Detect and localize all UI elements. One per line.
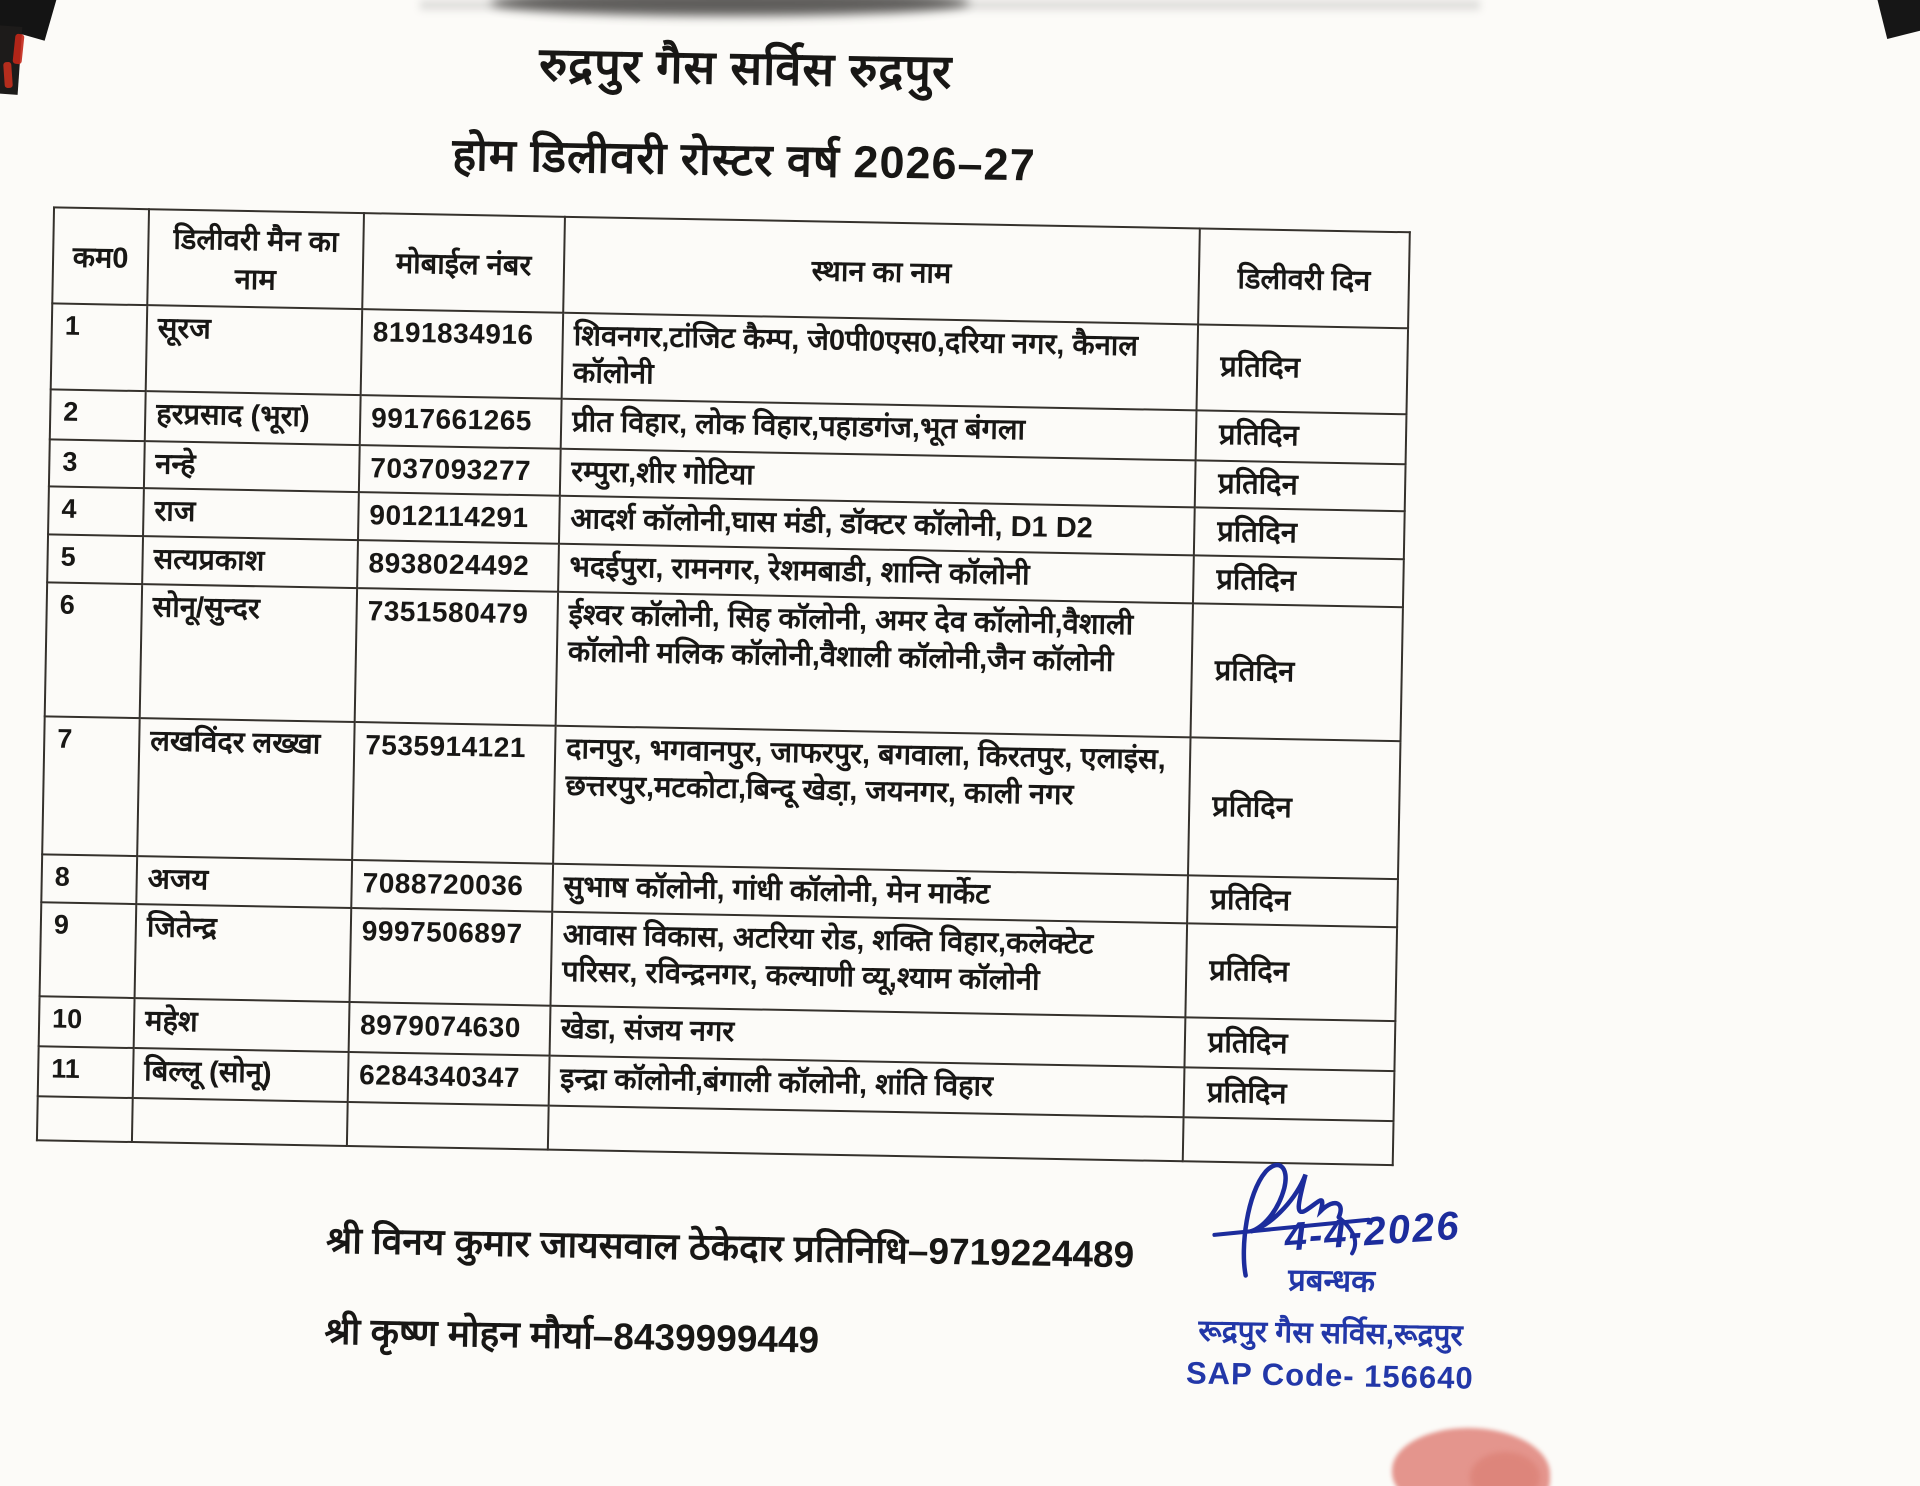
cell-name: अजय [136, 856, 352, 908]
col-header-serial: कम0 [52, 207, 149, 305]
cell-mobile: 7037093277 [359, 445, 561, 496]
cell-name: सूरज [146, 305, 363, 395]
cell-day: प्रतिदिन [1187, 875, 1398, 927]
scan-artifact-red-mark [12, 34, 24, 65]
cell-serial: 5 [47, 534, 143, 584]
col-header-name: डिलीवरी मैन का नाम [147, 209, 364, 309]
cell-name [132, 1098, 348, 1146]
scan-artifact-corner-topleft [0, 0, 61, 41]
stamp-sap-code: SAP Code- 156640 [1185, 1355, 1474, 1396]
cell-day: प्रतिदिन [1188, 737, 1400, 879]
cell-places: ईश्वर कॉलोनी, सिह कॉलोनी, अमर देव कॉलोनी,वैशाली कॉलोनी मलिक कॉलोनी,वैशाली कॉलोनी,जैन कॉलोनी [556, 592, 1193, 738]
cell-mobile: 7351580479 [355, 588, 558, 726]
cell-day: प्रतिदिन [1193, 555, 1404, 607]
cell-day: प्रतिदिन [1185, 923, 1397, 1021]
document-subtitle: होम डिलीवरी रोस्टर वर्ष 2026–27 [451, 128, 1037, 191]
cell-serial: 1 [51, 303, 148, 391]
table-row [45, 582, 1403, 741]
delivery-roster-table [36, 206, 1411, 1166]
cell-name: बिल्लू (सोनू) [133, 1048, 349, 1102]
col-header-day: डिलीवरी दिन [1198, 228, 1410, 328]
cell-places: इन्द्रा कॉलोनी,बंगाली कॉलोनी, शांति विहार [549, 1056, 1185, 1118]
cell-places: सुभाष कॉलोनी, गांधी कॉलोनी, मेन मार्केट [552, 864, 1188, 924]
manager-stamp-block [1140, 1154, 1524, 1398]
cell-serial: 3 [49, 439, 145, 488]
cell-mobile: 8979074630 [349, 1002, 551, 1056]
document-title: रुद्रपुर गैस सर्विस रुद्रपुर [538, 37, 953, 98]
contact-person-line: श्री कृष्ण मोहन मौर्या–8439999449 [324, 1310, 820, 1361]
cell-day: प्रतिदिन [1194, 508, 1405, 560]
cell-places: दानपुर, भगवानपुर, जाफरपुर, बगवाला, किरतपुर, एलाइंस, छत्तरपुर,मटकोटा,बिन्दू खेडा़, जयनगर, काली नगर [553, 726, 1190, 876]
cell-serial: 8 [41, 854, 137, 904]
cell-serial: 7 [42, 716, 140, 856]
cell-mobile: 9917661265 [360, 395, 562, 449]
stamp-designation: प्रबन्धक [1287, 1262, 1376, 1299]
cell-serial: 11 [38, 1046, 134, 1098]
cell-name: हरप्रसाद (भूरा) [145, 391, 361, 445]
cell-places: भदईपुरा, रामनगर, रेशमबाडी, शान्ति कॉलोनी [558, 544, 1194, 604]
scan-artifact-red-mark [3, 62, 13, 88]
scan-artifact-pink-blob [1470, 1452, 1540, 1486]
scan-artifact-corner-topright [1875, 0, 1920, 39]
cell-places: शिवनगर,टांजिट कैम्प, जे0पी0एस0,दरिया नगर, कैनाल कॉलोनी [562, 313, 1198, 411]
cell-name: सोनू/सुन्दर [140, 584, 357, 722]
cell-mobile [347, 1102, 549, 1150]
cell-day: प्रतिदिन [1196, 410, 1407, 464]
cell-name: सत्यप्रकाश [142, 536, 358, 588]
scan-artifact-top-smudge [490, 0, 970, 16]
cell-day: प्रतिदिन [1184, 1067, 1395, 1121]
scan-artifact-pink-blob [1392, 1428, 1550, 1486]
cell-name: राज [143, 488, 359, 540]
cell-serial: 6 [45, 582, 142, 718]
cell-places: खेडा, संजय नगर [550, 1006, 1186, 1068]
cell-places: रम्पुरा,शीर गोटिया [560, 449, 1196, 508]
cell-places: प्रीत विहार, लोक विहार,पहाडगंज,भूत बंगला [561, 399, 1197, 461]
cell-day: प्रतिदिन [1195, 460, 1406, 511]
cell-mobile: 9997506897 [350, 908, 553, 1006]
scan-artifact-edge-topleft [0, 25, 22, 95]
table-row [42, 716, 1400, 879]
cell-serial: 2 [50, 389, 146, 441]
cell-places: आवास विकास, अटरिया रोड, शक्ति विहार,कलेक्टेट परिसर, रविन्द्रनगर, कल्याणी व्यू,श्याम कॉलोनी [550, 912, 1187, 1018]
stamp-organization: रूद्रपुर गैस सर्विस,रूद्रपुर [1198, 1314, 1464, 1353]
col-header-place: स्थान का नाम [563, 217, 1200, 325]
cell-serial: 9 [40, 902, 137, 998]
signature-area [1142, 1154, 1524, 1289]
cell-mobile: 8191834916 [361, 309, 564, 399]
cell-name: जितेन्द्र [135, 904, 352, 1002]
cell-serial: 4 [48, 487, 144, 537]
cell-day: प्रतिदिन [1184, 1017, 1395, 1071]
cell-mobile: 7535914121 [352, 722, 555, 864]
cell-places: आदर्श कॉलोनी,घास मंडी, डॉक्टर कॉलोनी, D1 D2 [559, 496, 1195, 556]
col-header-mobile: मोबाईल नंबर [362, 213, 565, 313]
contractor-representative-line: श्री विनय कुमार जायसवाल ठेकेदार प्रतिनिधि–9719224489 [325, 1219, 1135, 1276]
cell-day: प्रतिदिन [1191, 603, 1403, 741]
document-content [32, 15, 1516, 1396]
signature-date: 4-4-2026 [1283, 1203, 1462, 1260]
cell-serial: 10 [39, 996, 135, 1048]
cell-mobile: 9012114291 [358, 492, 560, 544]
footer-contacts [324, 1213, 1186, 1371]
scan-artifact-top-band [420, 0, 1480, 10]
cell-mobile: 8938024492 [357, 540, 559, 592]
cell-day: प्रतिदिन [1197, 324, 1409, 414]
cell-name: लखविंदर लख्खा [137, 718, 354, 860]
cell-mobile: 7088720036 [351, 860, 553, 912]
cell-name: महेश [134, 998, 350, 1052]
cell-mobile: 6284340347 [348, 1052, 550, 1106]
cell-name: नन्हे [144, 441, 360, 492]
cell-serial [37, 1096, 133, 1142]
